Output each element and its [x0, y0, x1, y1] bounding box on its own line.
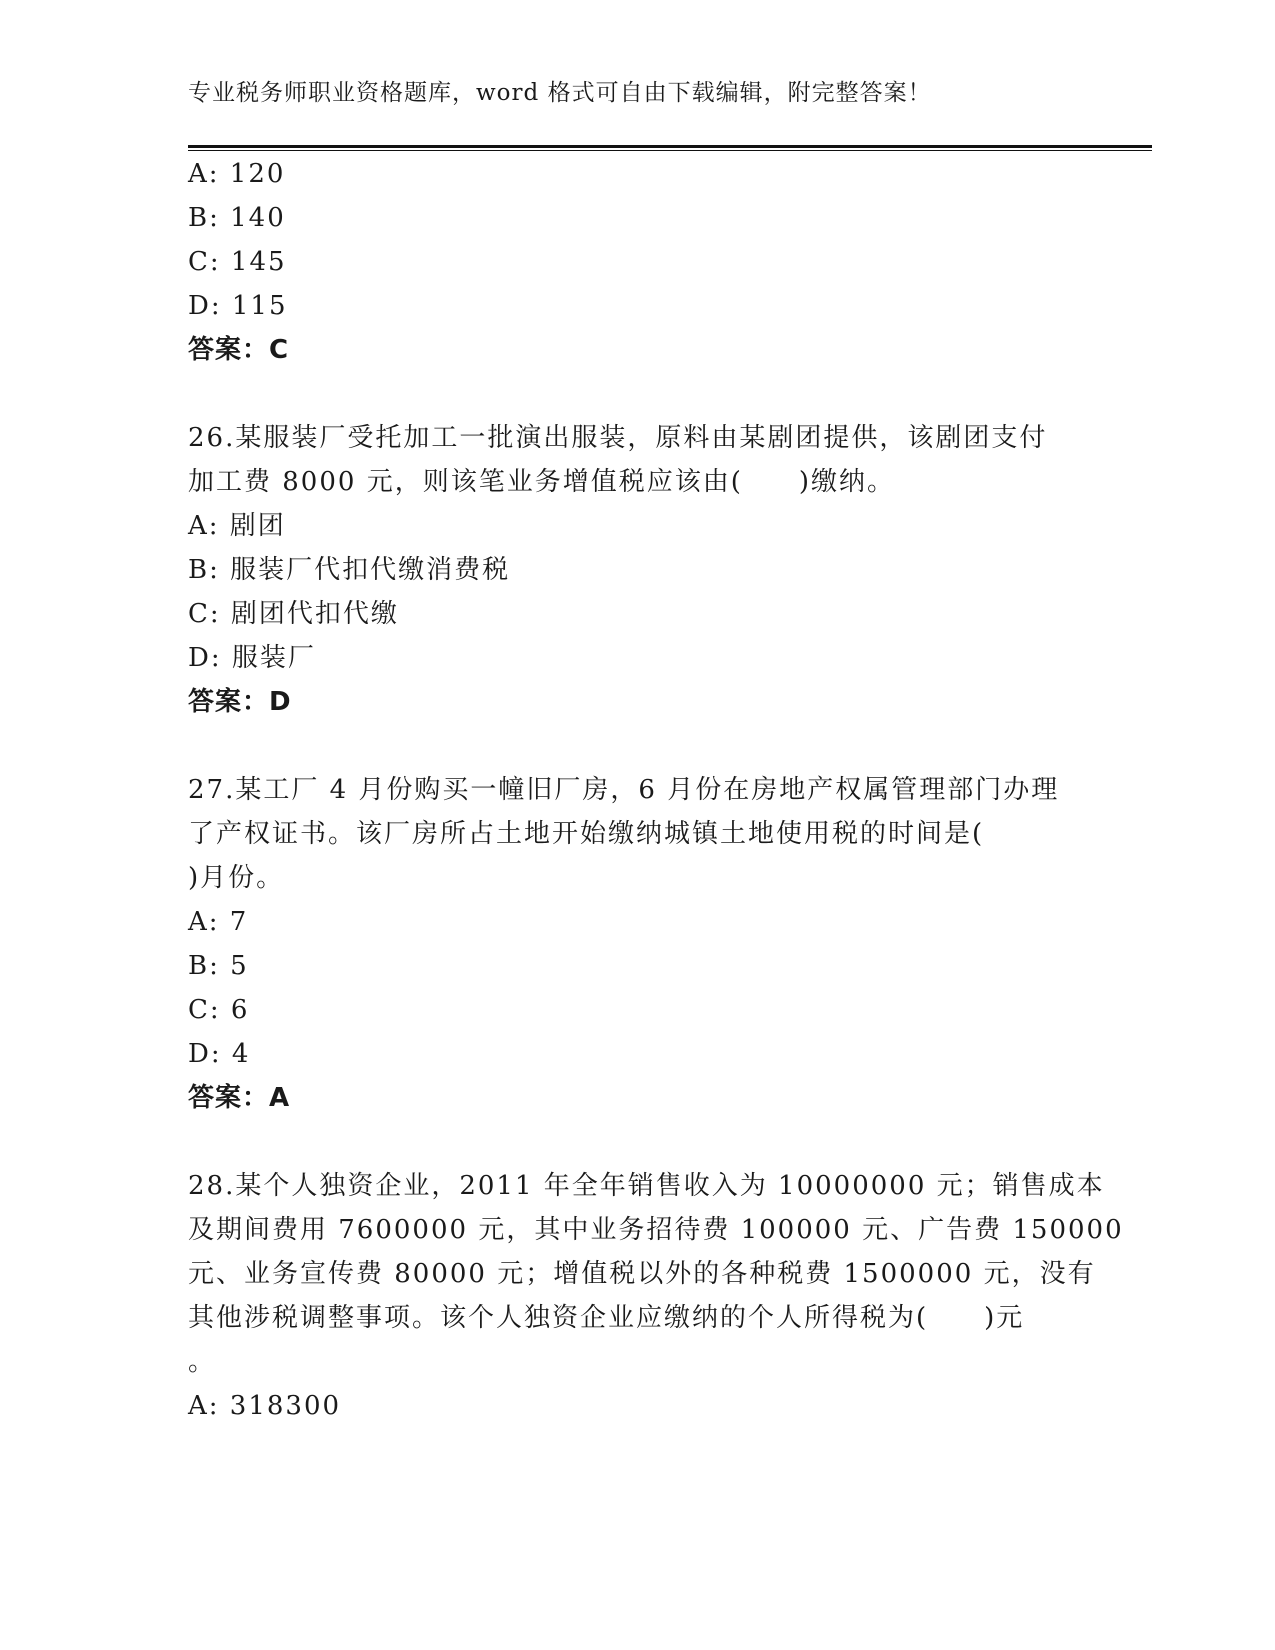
q28-stem-line-4: 其他涉税调整事项。该个人独资企业应缴纳的个人所得税为( )元 — [188, 1303, 1025, 1333]
q26-answer: 答案：D — [188, 687, 292, 717]
q26-option-d: D: 服装厂 — [188, 643, 316, 673]
q27-stem-line-2: 了产权证书。该厂房所占土地开始缴纳城镇土地使用税的时间是( — [188, 819, 985, 849]
q27-option-d: D: 4 — [188, 1039, 251, 1069]
prev-option-b: B: 140 — [188, 203, 286, 233]
prev-answer: 答案：C — [188, 335, 290, 365]
prev-option-c: C: 145 — [188, 247, 287, 277]
q26-option-a: A: 剧团 — [188, 511, 286, 541]
q26-stem-line-1: 26.某服装厂受托加工一批演出服装，原料由某剧团提供，该剧团支付 — [188, 423, 1048, 453]
q27-answer: 答案：A — [188, 1083, 291, 1113]
q28-stem-line-2: 及期间费用 7600000 元，其中业务招待费 100000 元、广告费 150000 — [188, 1215, 1124, 1245]
q26-option-b: B: 服装厂代扣代缴消费税 — [188, 555, 511, 585]
q27-option-b: B: 5 — [188, 951, 249, 981]
q28-option-a: A: 318300 — [188, 1391, 342, 1421]
q27-stem-line-1: 27.某工厂 4 月份购买一幢旧厂房，6 月份在房地产权属管理部门办理 — [188, 775, 1060, 805]
q26-stem-line-2: 加工费 8000 元，则该笔业务增值税应该由( )缴纳。 — [188, 467, 895, 497]
header-rule-thick — [188, 145, 1152, 148]
q27-stem-line-3: )月份。 — [188, 863, 285, 893]
q27-option-a: A: 7 — [188, 907, 249, 937]
q26-option-c: C: 剧团代扣代缴 — [188, 599, 399, 629]
prev-option-d: D: 115 — [188, 291, 288, 321]
q27-option-c: C: 6 — [188, 995, 250, 1025]
q28-stem-line-3: 元、业务宣传费 80000 元；增值税以外的各种税费 1500000 元，没有 — [188, 1259, 1096, 1289]
prev-option-a: A: 120 — [188, 159, 286, 189]
q28-stem-line-1: 28.某个人独资企业，2011 年全年销售收入为 10000000 元；销售成本 — [188, 1171, 1105, 1201]
q28-stem-line-5: 。 — [188, 1347, 217, 1377]
header-rule-thin — [188, 150, 1152, 151]
page-header: 专业税务师职业资格题库，word 格式可自由下载编辑，附完整答案！ — [188, 80, 932, 106]
